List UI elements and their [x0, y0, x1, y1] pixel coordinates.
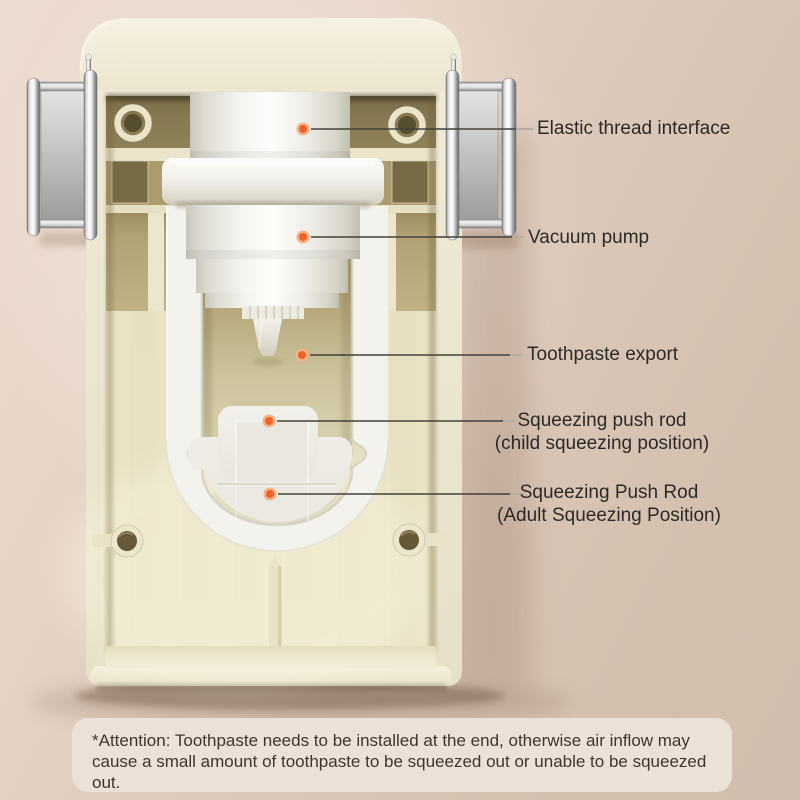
callout-dot — [299, 125, 307, 133]
callout-dot — [266, 490, 274, 498]
callout-label-squeezing-push-rod-adult — [497, 481, 721, 527]
wall-mount-clip-right — [446, 54, 516, 240]
wall-mount-clip-left — [27, 54, 97, 240]
push-rod-child-position-pad — [236, 421, 308, 483]
callout-label-squeezing-push-rod-child — [495, 409, 709, 455]
callout-dot — [265, 417, 273, 425]
pump-threaded-connector — [242, 306, 304, 319]
callout-dot — [299, 233, 307, 241]
callout-label-line1: Squeezing push rod — [517, 410, 687, 431]
attention-note: *Attention: Toothpaste needs to be installed at the end, otherwise air inflow may cause a small amount of toothpaste to be squeezed out or unable to be squeezed out. — [72, 718, 732, 792]
back-plate — [80, 18, 462, 94]
callout-label-line1: Squeezing Push Rod — [519, 482, 699, 503]
callout-dot — [298, 351, 306, 359]
callout-label-toothpaste-export: Toothpaste export — [527, 344, 679, 365]
callout-label-elastic-thread-interface: Elastic thread interface — [537, 118, 731, 139]
callout-label-line2: (Adult Squeezing Position) — [497, 505, 721, 526]
callout-label-vacuum-pump: Vacuum pump — [528, 227, 650, 248]
callout-label-line2: (child squeezing position) — [494, 433, 710, 454]
pump-collar — [162, 158, 384, 205]
